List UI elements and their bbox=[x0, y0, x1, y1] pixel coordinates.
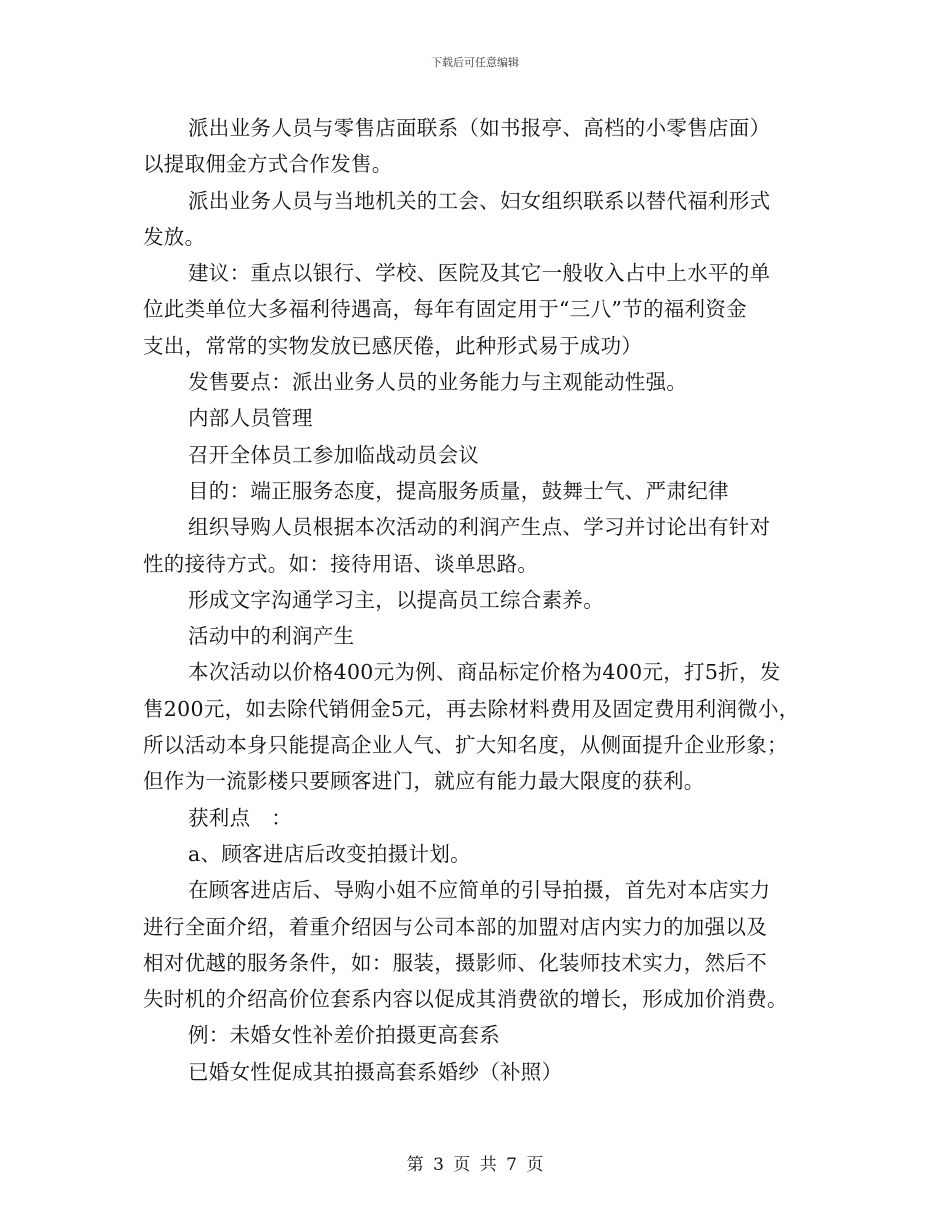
paragraph-line: 以提取佣金方式合作发售。 bbox=[143, 152, 393, 177]
page-number: 第 3 页 共 7 页 bbox=[406, 1155, 544, 1175]
paragraph-line: 召开全体员工参加临战动员会议 bbox=[188, 442, 480, 467]
paragraph-line: 本次活动以价格400元为例、商品标定价格为400元，打5折，发 bbox=[188, 660, 781, 685]
paragraph-line: 售200元，如去除代销佣金5元，再去除材料费用及固定费用利润微小， bbox=[143, 696, 800, 721]
paragraph-line: 在顾客进店后、导购小姐不应简单的引导拍摄，首先对本店实力 bbox=[188, 878, 771, 903]
section-heading: 活动中的利润产生 bbox=[188, 624, 355, 649]
paragraph-line: 例：未婚女性补差价拍摄更高套系 bbox=[188, 1023, 500, 1048]
paragraph-line: 所以活动本身只能提高企业人气、扩大知名度，从侧面提升企业形象； bbox=[143, 733, 788, 758]
paragraph-line: 但作为一流影楼只要顾客进门，就应有能力最大限度的获利。 bbox=[143, 769, 705, 794]
paragraph-line: 建议：重点以银行、学校、医院及其它一般收入占中上水平的单 bbox=[188, 261, 771, 286]
paragraph-line: 支出，常常的实物发放已感厌倦，此种形式易于成功） bbox=[143, 333, 643, 358]
paragraph-line: 进行全面介绍，着重介绍因与公司本部的加盟对店内实力的加强以及 bbox=[143, 914, 767, 939]
paragraph-line: 发放。 bbox=[143, 224, 206, 249]
paragraph-line: 组织导购人员根据本次活动的利润产生点、学习并讨论出有针对 bbox=[188, 515, 771, 540]
section-heading: 内部人员管理 bbox=[188, 406, 313, 431]
paragraph-line: 形成文字沟通学习主，以提高员工综合素养。 bbox=[188, 587, 604, 612]
list-item: a、顾客进店后改变拍摄计划。 bbox=[188, 841, 471, 866]
paragraph-line: 已婚女性促成其拍摄高套系婚纱（补照） bbox=[188, 1059, 563, 1084]
paragraph-line: 失时机的介绍高价位套系内容以促成其消费欲的增长，形成加价消费。 bbox=[143, 987, 788, 1012]
document-body bbox=[143, 110, 823, 1090]
paragraph-line: 派出业务人员与零售店面联系（如书报亭、高档的小零售店面） bbox=[188, 116, 771, 140]
paragraph-line: 目的：端正服务态度，提高服务质量，鼓舞士气、严肃纪律 bbox=[188, 478, 729, 503]
page-header-note: 下载后可任意编辑 bbox=[431, 56, 519, 69]
paragraph-line: 派出业务人员与当地机关的工会、妇女组织联系以替代福利形式 bbox=[188, 188, 771, 213]
paragraph-line: 相对优越的服务条件，如：服装，摄影师、化装师技术实力，然后不 bbox=[143, 950, 767, 975]
paragraph-line: 性的接待方式。如：接待用语、谈单思路。 bbox=[143, 551, 539, 576]
paragraph-line: 位此类单位大多福利待遇高，每年有固定用于“三八”节的福利资金 bbox=[143, 297, 747, 322]
paragraph-line: 发售要点：派出业务人员的业务能力与主观能动性强。 bbox=[188, 370, 688, 395]
section-heading: 获利点 ： bbox=[188, 805, 292, 830]
